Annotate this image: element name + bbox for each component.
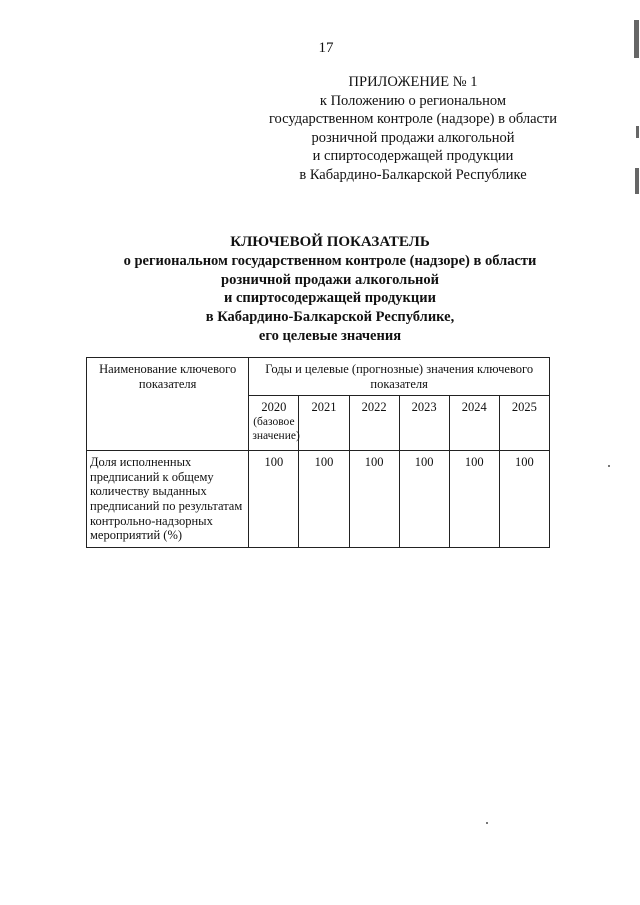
indicator-value-cell: 100	[299, 451, 349, 548]
scan-edge-mark	[635, 168, 639, 194]
heading-line: розничной продажи алкогольной	[221, 271, 439, 288]
appendix-line: ПРИЛОЖЕНИЕ № 1	[348, 74, 478, 90]
appendix-line: и спиртосодержащей продукции	[312, 148, 514, 165]
scan-edge-mark	[634, 20, 639, 58]
heading-line: в Кабардино-Балкарской Республике,	[205, 309, 455, 326]
year-label: 2020	[261, 400, 287, 415]
document-heading	[60, 233, 600, 346]
indicator-value-cell: 100	[249, 451, 299, 548]
appendix-line: в Кабардино-Балкарской Республике	[299, 166, 527, 183]
year-label: 2022	[361, 400, 387, 415]
appendix-line: государственном контроле (надзоре) в области	[268, 111, 558, 128]
appendix-line: розничной продажи алкогольной	[311, 129, 515, 146]
indicator-name-cell: Доля исполненных предписаний к общему количеству выданных предписаний по результатам контрольно-надзорных мероприятий (%)	[87, 451, 249, 548]
year-label: 2024	[461, 400, 487, 415]
header-year-cell	[449, 396, 499, 451]
indicator-value-cell: 100	[399, 451, 449, 548]
heading-line: о региональном государственном контроле (надзоре) в области	[123, 252, 537, 269]
header-year-cell	[349, 396, 399, 451]
scan-edge-mark	[636, 126, 639, 138]
scan-dot-mark	[486, 822, 488, 824]
indicator-value-cell: 100	[499, 451, 549, 548]
year-label: 2025	[511, 400, 537, 415]
page-number: 17	[318, 40, 334, 56]
year-label: 2023	[411, 400, 437, 415]
year-note: (базовое значение)	[252, 415, 300, 442]
kpi-table	[86, 357, 550, 548]
header-year-cell	[399, 396, 449, 451]
table-header-row	[87, 358, 550, 396]
scan-dot-mark	[608, 465, 610, 467]
heading-title: КЛЮЧЕВОЙ ПОКАЗАТЕЛЬ	[230, 234, 430, 250]
table-row	[87, 451, 550, 548]
appendix-line: к Положению о региональном	[319, 92, 507, 109]
heading-line: его целевые значения	[258, 327, 402, 344]
indicator-value-cell: 100	[349, 451, 399, 548]
header-year-cell	[299, 396, 349, 451]
header-years-values: Годы и целевые (прогнозные) значения ключевого показателя	[249, 358, 550, 396]
header-indicator-name: Наименование ключевого показателя	[87, 358, 249, 451]
heading-line: и спиртосодержащей продукции	[224, 290, 436, 307]
indicator-value-cell: 100	[449, 451, 499, 548]
header-year-cell	[249, 396, 299, 451]
year-label: 2021	[311, 400, 337, 415]
header-year-cell	[499, 396, 549, 451]
appendix-block	[248, 73, 578, 185]
